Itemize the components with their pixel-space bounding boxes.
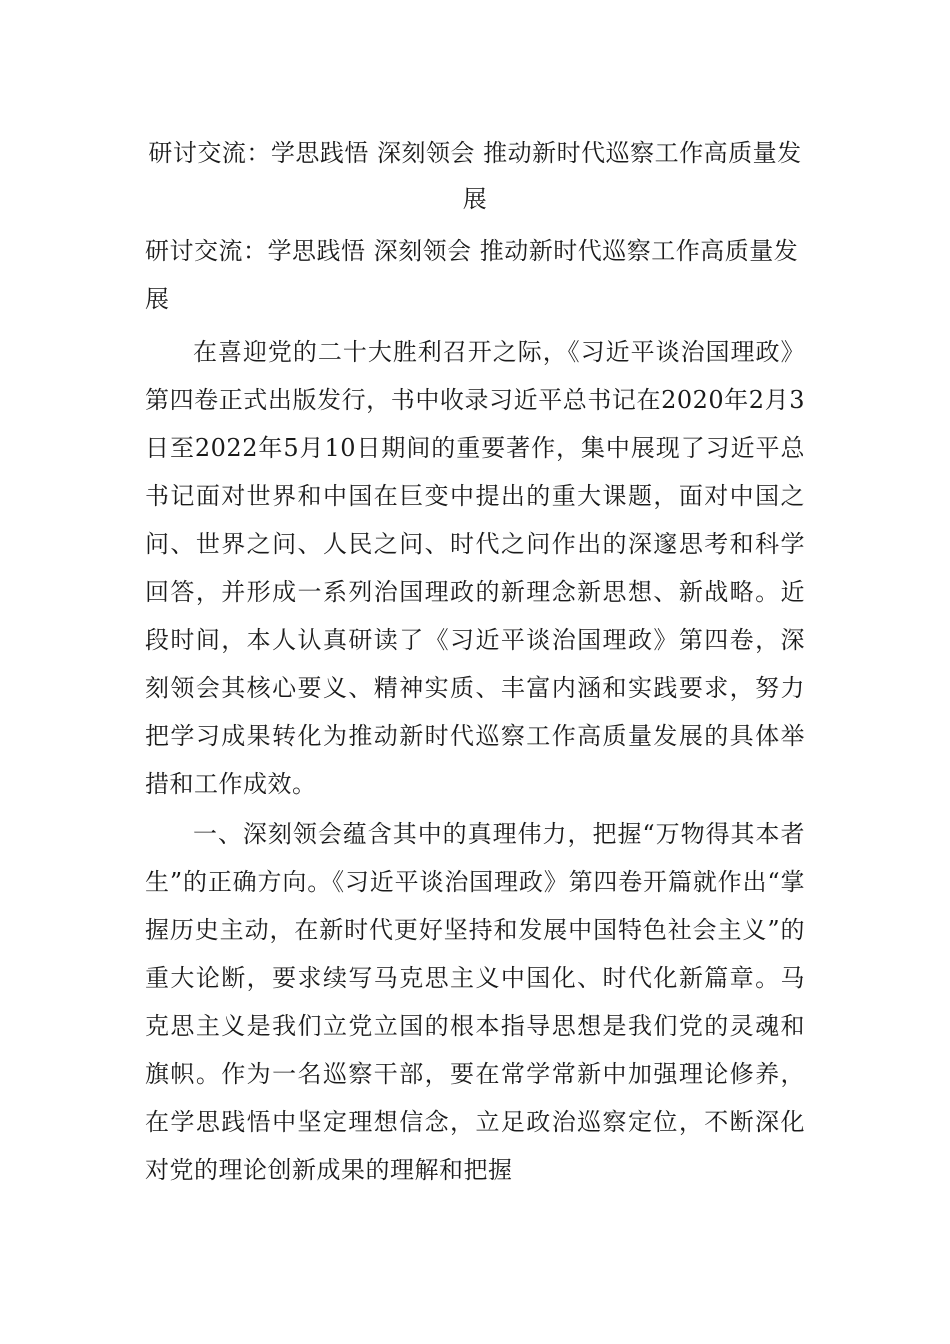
body-paragraph-2: 一、深刻领会蕴含其中的真理伟力，把握“万物得其本者生”的正确方向。《习近平谈治国理政》第四卷开篇就作出“掌握历史主动，在新时代更好坚持和发展中国特色社会主义”的重大论断，要求续写马克思主义中国化、时代化新篇章。马克思主义是我们立党立国的根本指导思想是我们党的灵魂和旗帜。作为一名巡察干部，要在常学常新中加强理论修养，在学思践悟中坚定理想信念，立足政治巡察定位，不断深化对党的理论创新成果的理解和把握 <box>145 820 805 1184</box>
body-paragraph-1: 在喜迎党的二十大胜利召开之际，《习近平谈治国理政》第四卷正式出版发行，书中收录习近平总书记在2020年2月3日至2022年5月10日期间的重要著作，集中展现了习近平总书记面对世界和中国在巨变中提出的重大课题，面对中国之问、世界之问、人民之问、时代之问作出的深邃思考和科学回答，并形成一系列治国理政的新理念新思想、新战略。近段时间，本人认真研读了《习近平谈治国理政》第四卷，深刻领会其核心要义、精神实质、丰富内涵和实践要求，努力把学习成果转化为推动新时代巡察工作高质量发展的具体举措和工作成效。 <box>145 338 805 798</box>
document-body <box>145 328 805 1194</box>
document-subtitle: 研讨交流：学思践悟 深刻领会 推动新时代巡察工作高质量发展 <box>145 237 799 313</box>
document-title: 研讨交流：学思践悟 深刻领会 推动新时代巡察工作高质量发展 <box>148 139 802 213</box>
